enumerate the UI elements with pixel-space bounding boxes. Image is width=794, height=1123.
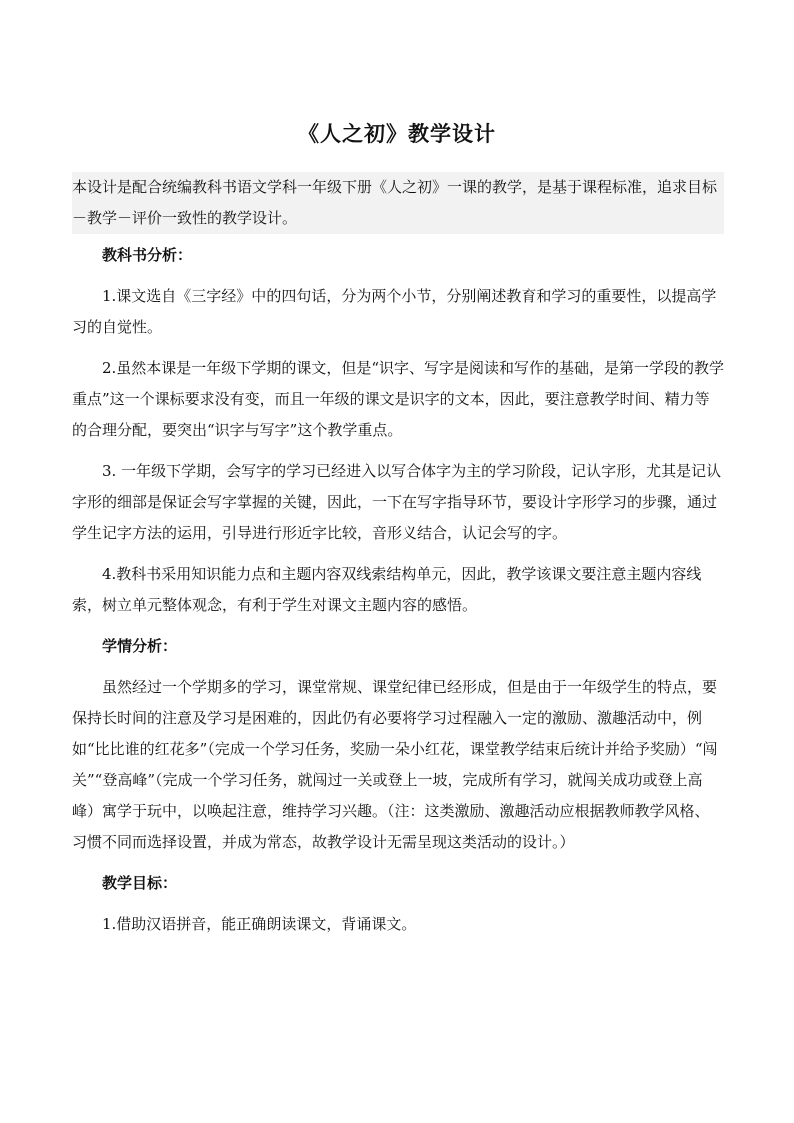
- textbook-analysis-paragraph-4: 4.教科书采用知识能力点和主题内容双线索结构单元，因此，教学该课文要注意主题内容线索，树立单元整体观念，有利于学生对课文主题内容的感悟。: [72, 565, 702, 614]
- section-heading-learner-analysis: 学情分析：: [102, 637, 178, 655]
- learner-analysis-paragraph-1: 虽然经过一个学期多的学习，课堂常规、课堂纪律已经形成，但是由于一年级学生的特点，要保持长时间的注意及学习是困难的，因此仍有必要将学习过程融入一定的激励、激趣活动中，例如“比比谁的红花多”（完成一个学习任务，奖励一朵小红花，课堂教学结束后统计并给予奖励）“闯关”“登高峰”（完成一个学习任务，就闯过一关或登上一坡，完成所有学习，就闯关成功或登上高峰）寓学于玩中，以唤起注意，维持学习兴趣。（注：这类激励、激趣活动应根据教师教学风格、习惯不同而选择设置，并成为常态，故教学设计无需呈现这类活动的设计。）: [72, 678, 718, 851]
- document-title: 《人之初》教学设计: [298, 121, 496, 146]
- textbook-analysis-paragraph-1: 1.课文选自《三字经》中的四句话，分为两个小节，分别阐述教育和学习的重要性，以提高学习的自觉性。: [72, 287, 717, 336]
- textbook-analysis-paragraph-2: 2.虽然本课是一年级下学期的课文，但是“识字、写字是阅读和写作的基础，是第一学段的教学重点”这一个课标要求没有变，而且一年级的课文是识字的文本，因此，要注意教学时间、精力等的合理分配，要突出“识字与写字”这个教学重点。: [72, 359, 724, 439]
- objectives-paragraph-1: 1.借助汉语拼音，能正确朗读课文，背诵课文。: [102, 915, 417, 933]
- intro-paragraph: 本设计是配合统编教科书语文学科一年级下册《人之初》一课的教学，是基于课程标准，追求目标－教学－评价一致性的教学设计。: [72, 172, 724, 234]
- section-heading-textbook-analysis: 教科书分析：: [102, 246, 193, 264]
- document-body: [72, 240, 724, 950]
- section-heading-objectives: 教学目标：: [102, 874, 178, 892]
- textbook-analysis-paragraph-3: 3. 一年级下学期，会写字的学习已经进入以写合体字为主的学习阶段，记认字形，尤其是记认字形的细部是保证会写字掌握的关键，因此，一下在写字指导环节，要设计字形学习的步骤，通过学生记字方法的运用，引导进行形近字比较，音形义结合，认记会写的字。: [72, 462, 722, 542]
